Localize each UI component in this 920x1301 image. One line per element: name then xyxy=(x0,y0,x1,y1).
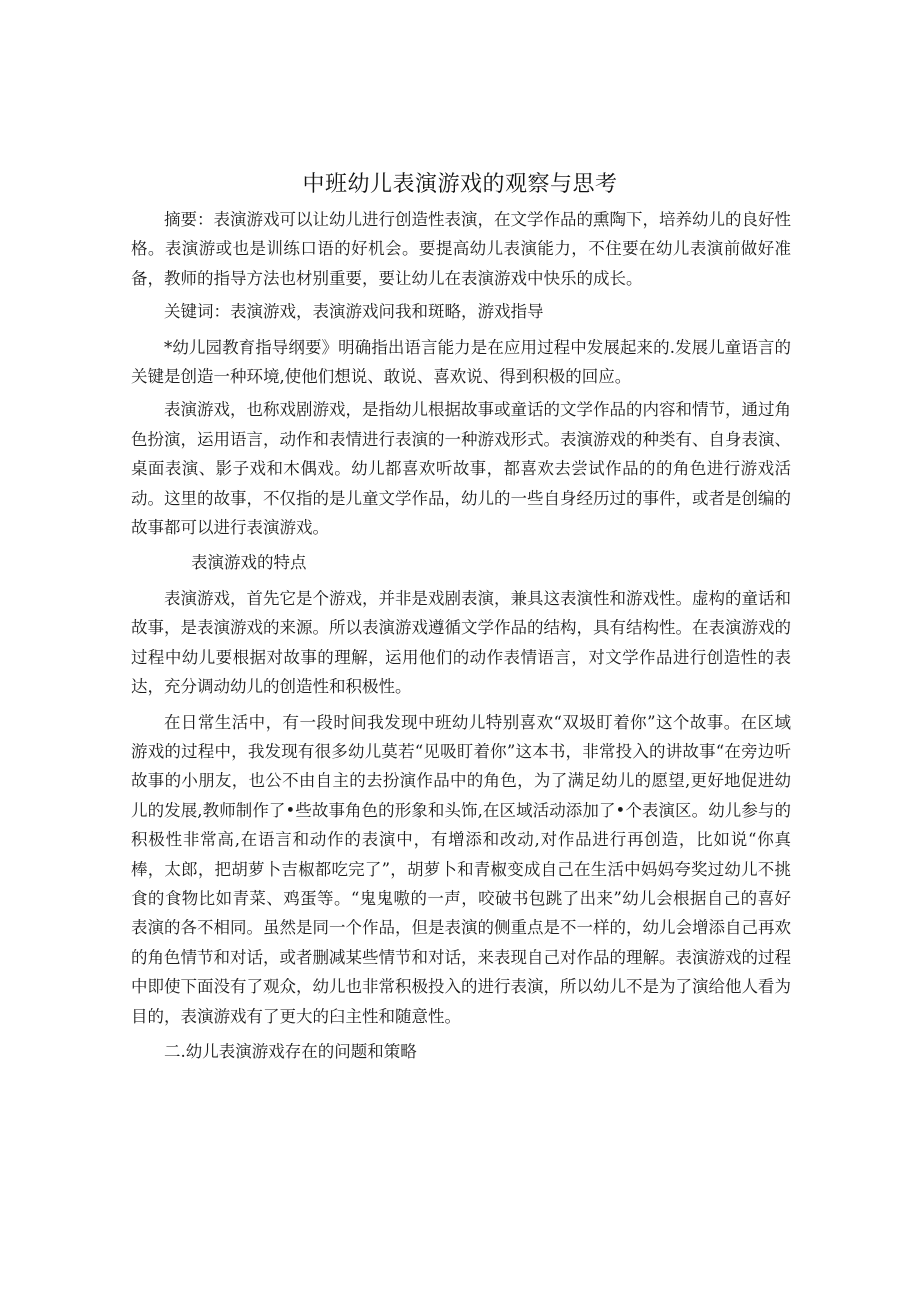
abstract-paragraph: 摘要：表演游戏可以让幼儿进行创造性表演，在文学作品的熏陶下，培养幼儿的良好性格。表演游或也是训练口语的好机会。要提高幼儿表演能力，不住要在幼儿表演前做好准备，教师的指导方法也材别重要，要让幼儿在表演游戏中快乐的成长。 xyxy=(131,210,791,288)
document-body xyxy=(131,205,791,1066)
keywords-line: 关键词：表演游戏，表演游戏问我和斑略，游戏指导 xyxy=(164,302,544,322)
body-paragraph: *幼儿园教育指导纲要》明确指出语言能力是在应用过程中发展起来的.发展儿童语言的关键是创造一种环境,使他们想说、敢说、喜欢说、得到积极的回应。 xyxy=(131,337,791,387)
document-title: 中班幼儿表演游戏的观察与思考 xyxy=(302,172,618,197)
body-paragraph: 表演游戏，也称戏剧游戏，是指幼儿根据故事或童话的文学作品的内容和情节，通过角色扮演，运用语言，动作和表情进行表演的一种游戏形式。表演游戏的种类有、自身表演、桌面表演、影子戏和木偶戏。幼儿都喜欢听故事，都喜欢去尝试作品的的角色进行游戏活动。这里的故事，不仅指的是儿童文学作品，幼儿的一些自身经历过的事件，或者是创编的故事都可以进行表演游戏。 xyxy=(131,400,791,538)
body-paragraph: 在日常生活中，有一段时间我发现中班幼儿特别喜欢“双圾盯着你”这个故事。在区域游戏的过程中，我发现有很多幼儿莫若“见吸盯着你”这本书，非常投入的讲故事“在旁边听故事的小朋友，也公不由自主的去扮演作品中的角色，为了满足幼儿的愿望,更好地促进幼儿的发展,教师制作了•些故事角色的形象和头饰,在区域活动添加了•个表演区。幼儿参与的积极性非常高,在语言和动作的表演中，有增添和改动,对作品进行再创造，比如说“你真棒，太郎，把胡萝卜吉椒都吃完了”，胡萝卜和青椒变成自己在生活中妈妈夸奖过幼儿不挑食的食物比如青菜、鸡蛋等。“鬼鬼嗷的一声，咬破书包跳了出来”幼儿会根据自己的喜好表演的各不相同。虽然是同一个作品，但是表演的侧重点是不一样的，幼儿会增添自己再欢的角色情节和对话，或者删减某些情节和对话，来表现自己对作品的理解。表演游戏的过程中即使下面没有了观众，幼儿也非常积极投入的进行表演，所以幼儿不是为了演给他人看为目的，表演游戏有了更大的臼主性和随意性。 xyxy=(131,712,791,1026)
section-heading: 二.幼儿表演游戏存在的问题和策略 xyxy=(164,1041,417,1061)
body-paragraph: 表演游戏，首先它是个游戏，并非是戏剧表演，兼具这表演性和游戏性。虚构的童话和故事，是表演游戏的来源。所以表演游戏遵循文学作品的结构，具有结构性。在表演游戏的过程中幼儿要根据对故事的理解，运用他们的动作表情语言，对文学作品进行创造性的表达，充分调动幼儿的创造性和积极性。 xyxy=(131,588,791,697)
section-heading: 表演游戏的特点 xyxy=(191,553,307,573)
